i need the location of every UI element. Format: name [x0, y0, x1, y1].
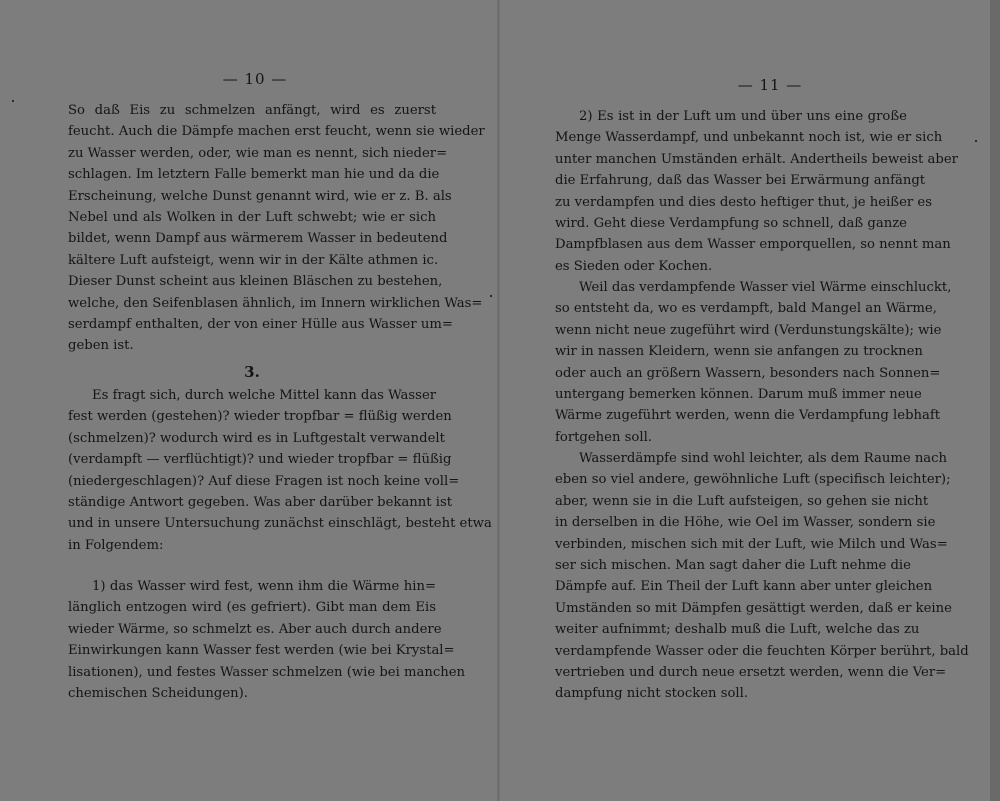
text-line: dampfung nicht stocken soll.: [555, 686, 749, 702]
text-line: (verdampft — verflüchtigt)? und wieder tropfbar = flüßig: [68, 452, 452, 468]
text-line: feucht. Auch die Dämpfe machen erst feucht, wenn sie wieder: [68, 124, 485, 140]
text-line: in Folgendem:: [68, 537, 164, 553]
text-line: Dieser Dunst scheint aus kleinen Bläschen zu bestehen,: [68, 274, 443, 290]
text-line: es Sieden oder Kochen.: [555, 258, 713, 274]
text-line: 1) das Wasser wird fest, wenn ihm die Wärme hin=: [92, 579, 436, 594]
text-line: Es fragt sich, durch welche Mittel kann das Wasser: [92, 388, 437, 403]
text-line: in derselben in die Höhe, wie Oel im Wasser, sondern sie: [555, 515, 936, 531]
right-paragraph-3: [555, 448, 969, 705]
text-line: vertrieben und durch neue ersetzt werden, wenn die Ver=: [555, 664, 947, 680]
text-line: Weil das verdampfende Wasser viel Wärme einschluckt,: [579, 280, 952, 295]
text-line: Umständen so mit Dämpfen gesättigt werden, daß er keine: [555, 600, 952, 616]
text-line: kältere Luft aufsteigt, wenn wir in der Kälte athmen ic.: [68, 252, 439, 268]
print-speck: [975, 140, 977, 142]
text-line: Einwirkungen kann Wasser fest werden (wie bei Krystal=: [68, 643, 455, 659]
text-line: (schmelzen)? wodurch wird es in Luftgestalt verwandelt: [68, 430, 445, 446]
text-line: fortgehen soll.: [555, 429, 652, 445]
text-line: wenn nicht neue zugeführt wird (Verdunstungskälte); wie: [555, 322, 942, 338]
page-number-right: — 11 —: [737, 76, 803, 94]
text-line: länglich entzogen wird (es gefriert). Gibt man dem Eis: [68, 600, 436, 616]
text-line: serdampf enthalten, der von einer Hülle aus Wasser um=: [68, 316, 453, 332]
text-line: Wärme zugeführt werden, wenn die Verdampfung lebhaft: [555, 408, 941, 424]
text-line: untergang bemerken können. Darum muß immer neue: [555, 386, 922, 402]
text-line: so entsteht da, wo es verdampft, bald Mangel an Wärme,: [555, 301, 937, 317]
print-speck: [12, 100, 14, 102]
text-line: wir in nassen Kleidern, wenn sie anfangen zu trocknen: [555, 344, 923, 360]
text-line: eben so viel andere, gewöhnliche Luft (specifisch leichter);: [555, 472, 951, 488]
text-line: schlagen. Im letztern Falle bemerkt man hie und da die: [68, 167, 440, 183]
left-paragraph-2: [68, 385, 492, 556]
text-line: unter manchen Umständen erhält. Andertheils beweist aber: [555, 151, 958, 167]
text-line: ständige Antwort gegeben. Was aber darüber bekannt ist: [68, 494, 453, 510]
text-line: lisationen), und festes Wasser schmelzen (wie bei manchen: [68, 664, 466, 680]
text-line: geben ist.: [68, 338, 134, 354]
text-line: zu verdampfen und dies desto heftiger thut, je heißer es: [555, 194, 932, 210]
text-line: welche, den Seifenblasen ähnlich, im Innern wirklichen Was=: [68, 295, 483, 311]
right-paragraph-2: [555, 277, 952, 448]
page-edge-shadow: [990, 0, 1000, 801]
page-number-left: — 10 —: [222, 70, 288, 88]
text-line: Dämpfe auf. Ein Theil der Luft kann aber unter gleichen: [555, 579, 933, 595]
text-line: Nebel und als Wolken in der Luft schwebt; wie er sich: [68, 209, 436, 225]
print-speck: [490, 295, 492, 297]
text-line: wird. Geht diese Verdampfung so schnell, daß ganze: [555, 215, 907, 231]
text-line: So daß Eis zu schmelzen anfängt, wird es zuerst: [68, 103, 436, 118]
text-line: chemischen Scheidungen).: [68, 685, 248, 701]
text-line: und in unsere Untersuchung zunächst einschlägt, besteht etwa: [68, 516, 492, 532]
section-number: 3.: [244, 363, 260, 381]
text-line: verbinden, mischen sich mit der Luft, wie Milch und Was=: [555, 536, 948, 552]
text-line: Menge Wasserdampf, und unbekannt noch ist, wie er sich: [555, 130, 943, 146]
text-line: oder auch an größern Wassern, besonders nach Sonnen=: [555, 365, 941, 381]
text-line: (niedergeschlagen)? Auf diese Fragen ist noch keine voll=: [68, 473, 460, 489]
text-line: Erscheinung, welche Dunst genannt wird, wie er z. B. als: [68, 188, 452, 204]
text-line: fest werden (gestehen)? wieder tropfbar = flüßig werden: [68, 409, 452, 425]
text-line: ser sich mischen. Man sagt daher die Luft nehme die: [555, 557, 911, 573]
text-line: weiter aufnimmt; deshalb muß die Luft, welche das zu: [555, 622, 920, 638]
text-line: 2) Es ist in der Luft um und über uns eine große: [579, 109, 907, 124]
text-line: zu Wasser werden, oder, wie man es nennt, sich nieder=: [68, 145, 448, 161]
text-line: Wasserdämpfe sind wohl leichter, als dem Raume nach: [579, 451, 948, 466]
text-line: aber, wenn sie in die Luft aufsteigen, so gehen sie nicht: [555, 493, 929, 509]
right-page: [500, 0, 1000, 801]
text-line: bildet, wenn Dampf aus wärmerem Wasser in bedeutend: [68, 231, 448, 247]
text-line: Dampfblasen aus dem Wasser emporquellen, so nennt man: [555, 237, 951, 253]
left-paragraph-3: [68, 576, 466, 704]
text-line: verdampfende Wasser oder die feuchten Körper berührt, bald: [555, 643, 969, 659]
left-paragraph-1: [68, 100, 485, 357]
text-line: wieder Wärme, so schmelzt es. Aber auch durch andere: [68, 621, 442, 637]
text-line: die Erfahrung, daß das Wasser bei Erwärmung anfängt: [555, 173, 926, 189]
right-paragraph-1: [555, 106, 958, 277]
